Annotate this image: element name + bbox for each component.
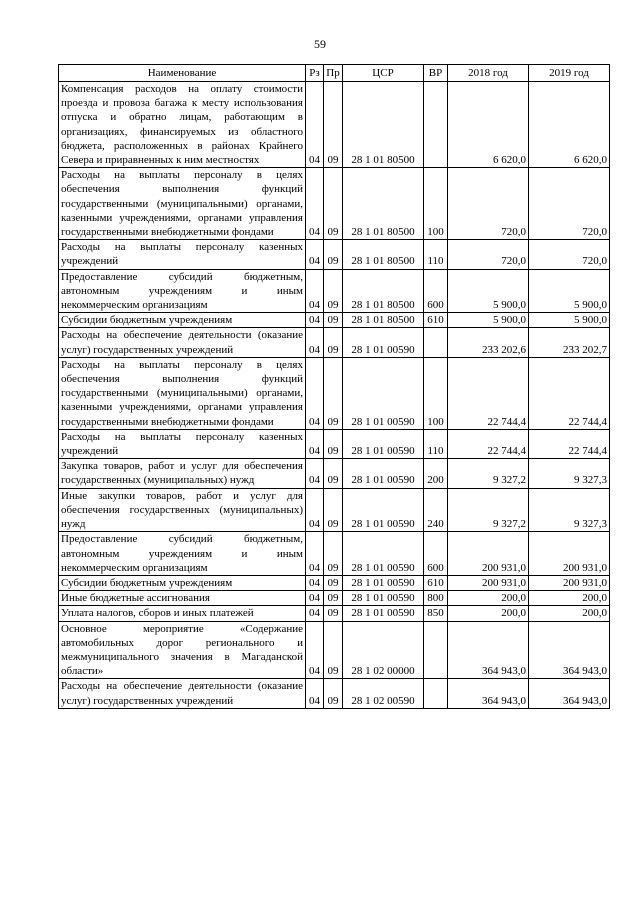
row-vr: 610 [424,575,448,590]
row-csr: 28 1 01 80500 [343,82,424,168]
row-pr: 09 [324,591,343,606]
row-csr: 28 1 01 00590 [343,459,424,488]
row-pr: 09 [324,328,343,357]
row-vr: 600 [424,532,448,576]
row-rz: 04 [306,357,324,429]
row-2018: 200,0 [448,606,529,621]
row-name: Предоставление субсидий бюджетным, автономным учреждениям и иным некоммерческим организациям [59,532,306,576]
table-row [59,575,610,590]
row-csr: 28 1 01 00590 [343,357,424,429]
row-vr: 100 [424,168,448,240]
row-2018: 9 327,2 [448,459,529,488]
row-rz: 04 [306,621,324,679]
row-rz: 04 [306,488,324,532]
table-row [59,269,610,313]
budget-table [58,64,610,709]
row-csr: 28 1 01 80500 [343,269,424,313]
row-2018: 720,0 [448,168,529,240]
row-2019: 9 327,3 [529,459,610,488]
table-header-row [59,65,610,82]
row-2019: 9 327,3 [529,488,610,532]
row-2018: 364 943,0 [448,621,529,679]
row-2018: 200 931,0 [448,532,529,576]
page-number: 59 [314,37,326,51]
row-vr [424,82,448,168]
table-row [59,82,610,168]
row-csr: 28 1 01 80500 [343,240,424,269]
row-pr: 09 [324,168,343,240]
row-name: Иные бюджетные ассигнования [59,591,306,606]
row-vr: 100 [424,357,448,429]
row-pr: 09 [324,488,343,532]
row-rz: 04 [306,429,324,458]
row-name: Субсидии бюджетным учреждениям [59,575,306,590]
table-row [59,591,610,606]
row-rz: 04 [306,591,324,606]
row-name: Иные закупки товаров, работ и услуг для обеспечения государственных (муниципальных) нужд [59,488,306,532]
row-vr: 600 [424,269,448,313]
row-2018: 22 744,4 [448,357,529,429]
row-csr: 28 1 02 00000 [343,621,424,679]
row-pr: 09 [324,82,343,168]
table-body [59,82,610,709]
row-pr: 09 [324,313,343,328]
row-vr: 850 [424,606,448,621]
header-name: Наименование [59,65,306,82]
row-2019: 6 620,0 [529,82,610,168]
row-name: Уплата налогов, сборов и иных платежей [59,606,306,621]
table-row [59,459,610,488]
row-vr [424,328,448,357]
row-2019: 200 931,0 [529,575,610,590]
table-row [59,328,610,357]
row-csr: 28 1 01 00590 [343,532,424,576]
row-rz: 04 [306,532,324,576]
row-2018: 22 744,4 [448,429,529,458]
table-row [59,357,610,429]
row-2019: 720,0 [529,240,610,269]
row-2018: 364 943,0 [448,679,529,708]
row-2019: 200,0 [529,606,610,621]
row-rz: 04 [306,606,324,621]
row-csr: 28 1 01 80500 [343,168,424,240]
row-rz: 04 [306,679,324,708]
row-2018: 9 327,2 [448,488,529,532]
table-row [59,532,610,576]
row-2019: 200,0 [529,591,610,606]
row-pr: 09 [324,459,343,488]
row-name: Расходы на обеспечение деятельности (оказание услуг) государственных учреждений [59,328,306,357]
row-vr: 800 [424,591,448,606]
row-2018: 233 202,6 [448,328,529,357]
row-csr: 28 1 01 00590 [343,488,424,532]
row-vr: 610 [424,313,448,328]
row-rz: 04 [306,328,324,357]
table-row [59,488,610,532]
row-name: Расходы на выплаты персоналу казенных учреждений [59,240,306,269]
header-2018: 2018 год [448,65,529,82]
row-vr: 240 [424,488,448,532]
row-csr: 28 1 01 00590 [343,606,424,621]
row-rz: 04 [306,168,324,240]
row-vr: 110 [424,240,448,269]
table-row [59,240,610,269]
row-pr: 09 [324,429,343,458]
table-row [59,621,610,679]
row-rz: 04 [306,82,324,168]
row-vr: 110 [424,429,448,458]
row-vr [424,679,448,708]
header-rz: Рз [306,65,324,82]
row-pr: 09 [324,357,343,429]
row-name: Основное мероприятие «Содержание автомобильных дорог регионального и межмуниципального значения в Магаданской области» [59,621,306,679]
row-pr: 09 [324,575,343,590]
row-name: Расходы на выплаты персоналу казенных учреждений [59,429,306,458]
row-2018: 5 900,0 [448,313,529,328]
row-name: Закупка товаров, работ и услуг для обеспечения государственных (муниципальных) нужд [59,459,306,488]
table-row [59,313,610,328]
row-2018: 6 620,0 [448,82,529,168]
row-2018: 5 900,0 [448,269,529,313]
row-rz: 04 [306,313,324,328]
table-row [59,168,610,240]
row-csr: 28 1 02 00590 [343,679,424,708]
row-2019: 233 202,7 [529,328,610,357]
row-rz: 04 [306,269,324,313]
row-rz: 04 [306,240,324,269]
row-csr: 28 1 01 00590 [343,575,424,590]
row-name: Предоставление субсидий бюджетным, автономным учреждениям и иным некоммерческим организациям [59,269,306,313]
row-pr: 09 [324,606,343,621]
table-row [59,429,610,458]
row-pr: 09 [324,240,343,269]
row-2019: 720,0 [529,168,610,240]
row-2019: 22 744,4 [529,357,610,429]
row-2019: 200 931,0 [529,532,610,576]
row-name: Расходы на выплаты персоналу в целях обеспечения выполнения функций государственными (муниципальными) органами, казенными учреждениями, органами управления государственными внебюджетными фондами [59,357,306,429]
row-name: Расходы на обеспечение деятельности (оказание услуг) государственных учреждений [59,679,306,708]
row-csr: 28 1 01 00590 [343,591,424,606]
row-csr: 28 1 01 80500 [343,313,424,328]
row-2019: 364 943,0 [529,679,610,708]
row-pr: 09 [324,269,343,313]
row-2018: 720,0 [448,240,529,269]
row-pr: 09 [324,679,343,708]
header-pr: Пр [324,65,343,82]
row-vr [424,621,448,679]
table-row [59,679,610,708]
row-rz: 04 [306,575,324,590]
row-name: Субсидии бюджетным учреждениям [59,313,306,328]
row-2018: 200,0 [448,591,529,606]
row-csr: 28 1 01 00590 [343,328,424,357]
row-vr: 200 [424,459,448,488]
header-2019: 2019 год [529,65,610,82]
row-rz: 04 [306,459,324,488]
row-pr: 09 [324,621,343,679]
row-2019: 5 900,0 [529,313,610,328]
header-vr: ВР [424,65,448,82]
row-2019: 5 900,0 [529,269,610,313]
table-row [59,606,610,621]
row-name: Компенсация расходов на оплату стоимости проезда и провоза багажа к месту использования отпуска и обратно лицам, работающим в организациях, финансируемых из областного бюджета, расположенных в районах Крайнего Севера и приравненных к ним местностях [59,82,306,168]
row-2018: 200 931,0 [448,575,529,590]
row-csr: 28 1 01 00590 [343,429,424,458]
row-2019: 22 744,4 [529,429,610,458]
row-name: Расходы на выплаты персоналу в целях обеспечения выполнения функций государственными (муниципальными) органами, казенными учреждениями, органами управления государственными внебюджетными фондами [59,168,306,240]
header-csr: ЦСР [343,65,424,82]
row-pr: 09 [324,532,343,576]
row-2019: 364 943,0 [529,621,610,679]
